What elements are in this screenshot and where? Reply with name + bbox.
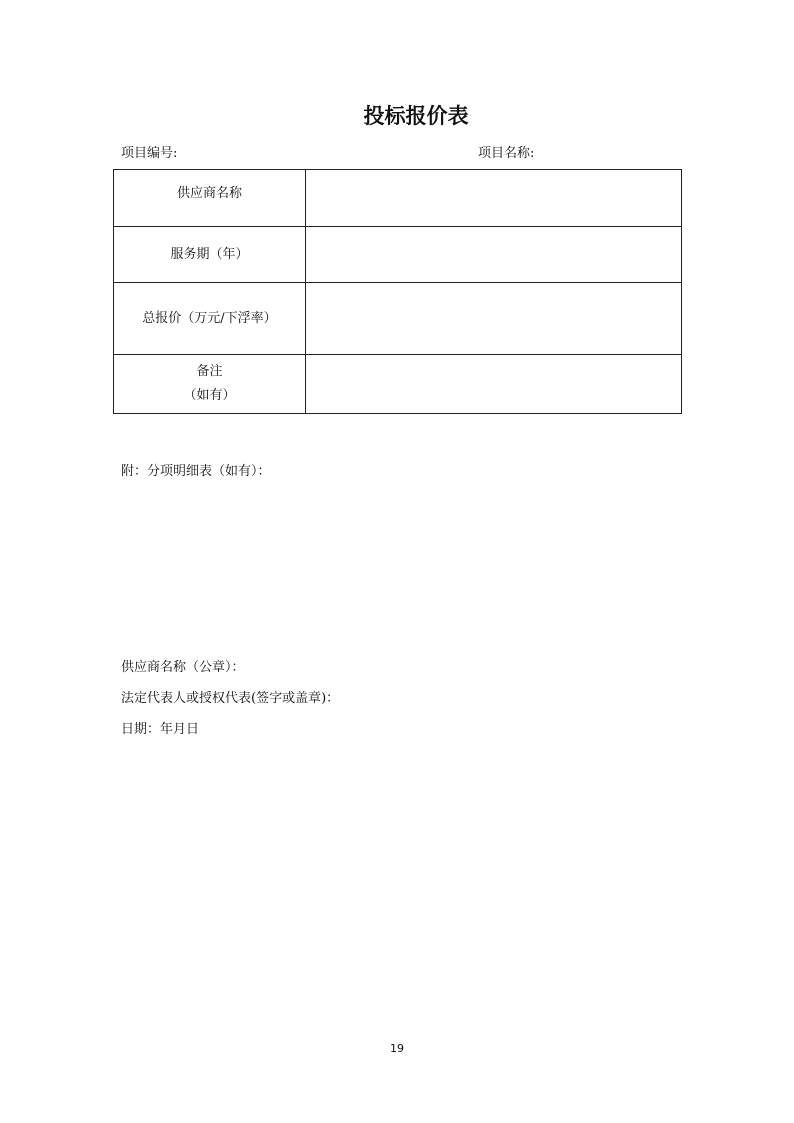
remarks-label	[114, 355, 306, 414]
supplier-seal-line: 供应商名称（公章）：	[121, 660, 245, 675]
table-row	[114, 355, 682, 414]
table-row	[114, 283, 682, 355]
table-row	[114, 170, 682, 227]
representative-signature-line: 法定代表人或授权代表(签字或盖章)：	[121, 691, 340, 706]
table-row	[114, 227, 682, 283]
remarks-label-line2: （如有）	[183, 388, 236, 403]
service-period-label: 服务期（年）	[114, 227, 306, 283]
page-title: 投标报价表	[363, 104, 469, 128]
attachment-label: 附：分项明细表（如有）：	[121, 464, 271, 479]
project-number-label: 项目编号:	[121, 146, 178, 161]
remarks-value[interactable]	[306, 355, 682, 414]
total-quote-value[interactable]	[306, 283, 682, 355]
remarks-label-line1: 备注	[196, 364, 223, 379]
page-number: 19	[390, 1042, 404, 1055]
total-quote-label: 总报价（万元/下浮率）	[114, 283, 306, 355]
supplier-name-label: 供应商名称	[114, 170, 306, 227]
project-name-label: 项目名称:	[478, 146, 535, 161]
service-period-value[interactable]	[306, 227, 682, 283]
date-line: 日期：年月日	[121, 722, 200, 737]
supplier-name-value[interactable]	[306, 170, 682, 227]
quote-table	[113, 169, 682, 414]
